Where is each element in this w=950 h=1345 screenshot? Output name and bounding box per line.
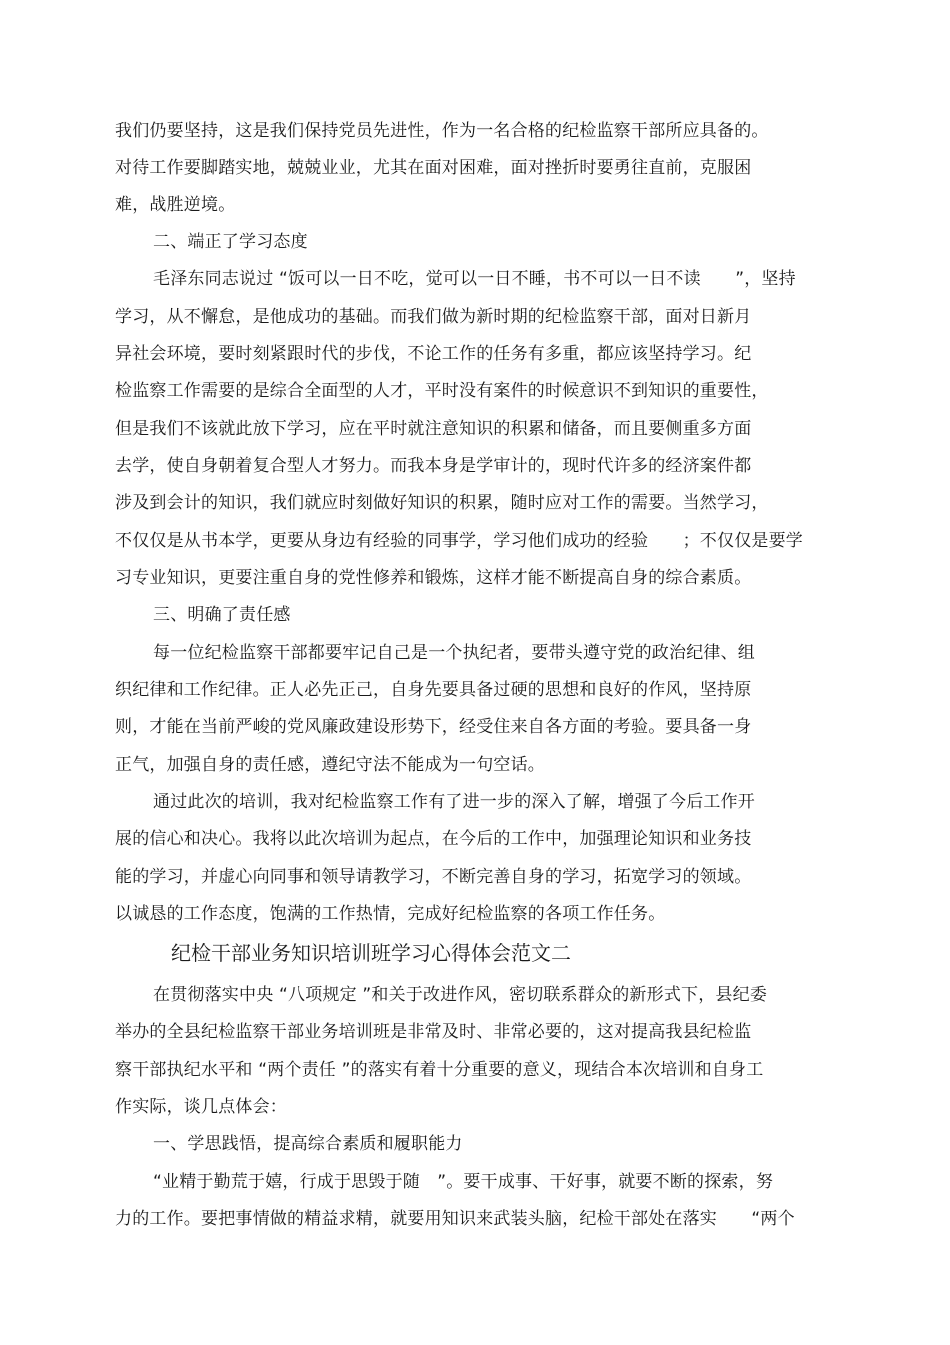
text-line: 以诚恳的工作态度，饱满的工作热情，完成好纪检监察的各项工作任务。 bbox=[115, 904, 666, 924]
section-heading: 一、学思践悟，提高综合素质和履职能力 bbox=[153, 1134, 463, 1154]
text-line: 察干部执纪水平和 “两个责任 ”的落实有着十分重要的意义，现结合本次培训和自身工 bbox=[115, 1060, 764, 1080]
text-line: 对待工作要脚踏实地，兢兢业业，尤其在面对困难，面对挫折时要勇往直前，克服困 bbox=[115, 158, 752, 178]
text-line: 通过此次的培训，我对纪检监察工作有了进一步的深入了解，增强了今后工作开 bbox=[153, 792, 755, 812]
text-line: 则，才能在当前严峻的党风廉政建设形势下，经受住来自各方面的考验。要具备一身 bbox=[115, 717, 752, 737]
text-line: 难，战胜逆境。 bbox=[115, 195, 236, 215]
text-line: 异社会环境，要时刻紧跟时代的步伐，不论工作的任务有多重，都应该坚持学习。纪 bbox=[115, 344, 752, 364]
text-line: “业精于勤荒于嬉，行成于思毁于随 ”。要干成事、干好事，就要不断的探索，努 bbox=[153, 1172, 774, 1192]
text-line: 我们仍要坚持，这是我们保持党员先进性，作为一名合格的纪检监察干部所应具备的。 bbox=[115, 121, 769, 141]
text-line: 涉及到会计的知识，我们就应时刻做好知识的积累，随时应对工作的需要。当然学习， bbox=[115, 493, 769, 513]
text-line: 织纪律和工作纪律。正人必先正己，自身先要具备过硬的思想和良好的作风，坚持原 bbox=[115, 680, 752, 700]
section-heading: 二、端正了学习态度 bbox=[153, 232, 308, 252]
text-line: 举办的全县纪检监察干部业务培训班是非常及时、非常必要的，这对提高我县纪检监 bbox=[115, 1022, 752, 1042]
text-line: 不仅仅是从书本学，更要从身边有经验的同事学，学习他们成功的经验 ；不仅仅是要学 bbox=[115, 531, 803, 551]
text-line: 能的学习，并虚心向同事和领导请教学习，不断完善自身的学习，拓宽学习的领域。 bbox=[115, 867, 752, 887]
article-title: 纪检干部业务知识培训班学习心得体会范文二 bbox=[171, 941, 571, 965]
text-line: 力的工作。要把事情做的精益求精，就要用知识来武装头脑，纪检干部处在落实 “两个 bbox=[115, 1209, 795, 1229]
text-line: 习专业知识，更要注重自身的党性修养和锻炼，这样才能不断提高自身的综合素质。 bbox=[115, 568, 752, 588]
text-line: 每一位纪检监察干部都要牢记自己是一个执纪者，要带头遵守党的政治纪律、组 bbox=[153, 643, 755, 663]
text-line: 检监察工作需要的是综合全面型的人才，平时没有案件的时候意识不到知识的重要性， bbox=[115, 381, 769, 401]
text-line: 毛泽东同志说过 “饭可以一日不吃，觉可以一日不睡，书不可以一日不读 ”，坚持 bbox=[153, 269, 796, 289]
section-heading: 三、明确了责任感 bbox=[153, 605, 291, 625]
text-line: 学习，从不懈怠，是他成功的基础。而我们做为新时期的纪检监察干部，面对日新月 bbox=[115, 307, 752, 327]
text-line: 但是我们不该就此放下学习，应在平时就注意知识的积累和储备，而且要侧重多方面 bbox=[115, 419, 752, 439]
text-line: 正气，加强自身的责任感，遵纪守法不能成为一句空话。 bbox=[115, 755, 545, 775]
text-line: 作实际，谈几点体会： bbox=[115, 1097, 287, 1117]
text-line: 在贯彻落实中央 “八项规定 ”和关于改进作风，密切联系群众的新形式下，县纪委 bbox=[153, 985, 768, 1005]
text-line: 去学，使自身朝着复合型人才努力。而我本身是学审计的，现时代许多的经济案件都 bbox=[115, 456, 752, 476]
text-line: 展的信心和决心。我将以此次培训为起点，在今后的工作中，加强理论知识和业务技 bbox=[115, 829, 752, 849]
